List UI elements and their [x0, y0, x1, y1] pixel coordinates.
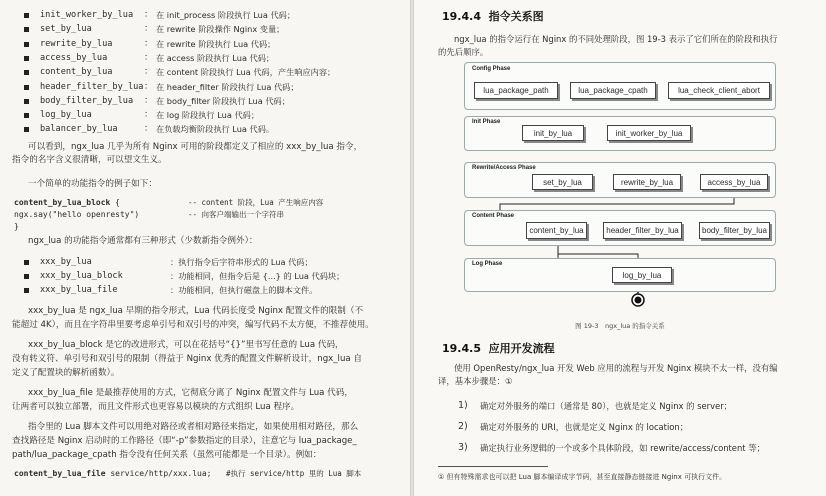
step-number: 3): [458, 442, 468, 453]
node-body-filter-by-lua: body_filter_by_lua: [699, 222, 770, 239]
code-comment: -- content 阶段，Lua 产生响应内容: [188, 198, 324, 207]
directive-name: header_filter_by_lua: [40, 81, 144, 92]
text-line: 一个简单的功能指令的例子如下：: [28, 179, 157, 189]
form-description: ：功能相同，但指令后是 {...} 的 Lua 代码块；: [170, 271, 345, 281]
directive-description: 在负载均衡阶段执行 Lua 代码。: [156, 124, 275, 135]
code-text: {: [110, 198, 120, 207]
text-line: ngx_lua 的指令运行在 Nginx 的不同处理阶段，图 19-3 表示了它们所在的阶段和执行: [454, 34, 778, 44]
directive-description: 在 rewrite 阶段执行 Lua 代码；: [156, 38, 276, 49]
directive-description: 在 log 阶段执行 Lua 代码；: [156, 110, 260, 121]
footnote: ① 但有特殊需求也可以把 Lua 脚本编译成字节码，甚至直接静态链接进 Nginx 可执行文件。: [438, 473, 727, 481]
section-title: 应用开发流程: [488, 342, 555, 355]
directive-separator: ：: [144, 24, 154, 35]
phase-label: Rewrite/Access Phase: [472, 165, 536, 171]
footnote-rule: [438, 466, 548, 467]
text-line: ngx_lua 的功能指令通常都有三种形式（少数新指令例外）：: [28, 236, 258, 246]
step-text: 确定执行业务逻辑的一个或多个具体阶段，如 rewrite/access/content 等；: [480, 443, 765, 453]
phase-label: Content Phase: [472, 213, 515, 219]
code-comment: -- 向客户端输出一个字符串: [188, 210, 285, 219]
bullet-icon: [24, 13, 29, 18]
node-log-by-lua: log_by_lua: [612, 267, 672, 283]
text-line: xxx_by_lua 是 ngx_lua 早期的指令形式，Lua 代码长度受 Nginx 配置文件的限制（不: [28, 306, 364, 316]
code-line: [14, 468, 211, 480]
node-lua-package-cpath: lua_package_cpath: [570, 82, 656, 99]
step-text: 确定对外服务的端口（通常是 80），也就是定义 Nginx 的 server；: [480, 401, 733, 411]
directive-separator: ：: [144, 67, 154, 78]
phase-label: Init Phase: [472, 119, 501, 125]
code-line: [14, 197, 120, 209]
bullet-icon: [24, 99, 29, 104]
text-line: 查找路径是 Nginx 启动时的工作路径（即“-p”参数指定的目录），注意它与 lua_package_: [12, 436, 357, 446]
section-heading: [442, 340, 555, 356]
code-keyword: content_by_lua_file: [14, 469, 106, 478]
text-line: 译，基本步骤是：①: [438, 376, 513, 386]
step-number: 2): [458, 421, 468, 432]
directive-name: init_worker_by_lua: [40, 10, 134, 20]
bullet-icon: [24, 274, 29, 279]
directive-separator: ：: [144, 38, 154, 49]
left-page: [0, 0, 410, 496]
directive-separator: ：: [144, 10, 154, 20]
code-keyword: content_by_lua_block: [14, 198, 111, 207]
directive-description: 在 header_filter 阶段执行 Lua 代码；: [156, 81, 299, 92]
node-init-worker-by-lua: init_worker_by_lua: [607, 125, 691, 141]
node-header-filter-by-lua: header_filter_by_lua: [603, 222, 682, 239]
phase-label: Config Phase: [472, 66, 511, 72]
code-line: }: [14, 222, 19, 231]
step-text: 确定对外服务的 URI，也就是定义 Nginx 的 location；: [480, 422, 689, 432]
text-line: 指令的名字含义很清晰，可以望文生义。: [12, 155, 167, 165]
code-text: service/http/xxx.lua;: [105, 469, 212, 478]
text-line: 定义了配置块的解析函数）。: [12, 368, 120, 378]
directive-separator: ：: [144, 110, 154, 121]
node-lua-check-client-abort: lua_check_client_abort: [668, 82, 770, 99]
directive-name: access_by_lua: [40, 52, 108, 63]
bullet-icon: [24, 70, 29, 75]
text-line: xxx_by_lua_file 是最推荐使用的方式，它彻底分离了 Nginx 配置文件与 Lua 代码，: [28, 388, 353, 398]
form-description: ：执行指令后字符串形式的 Lua 代码；: [170, 257, 313, 267]
directive-separator: ：: [144, 95, 154, 106]
node-content-by-lua: content_by_lua: [526, 222, 587, 239]
text-line: 没有转义符、单引号和双引号的限制（得益于 Nginx 优秀的配置文件解析设计，ngx_lua 自: [12, 354, 362, 364]
step-number: 1): [458, 400, 468, 411]
bullet-icon: [24, 27, 29, 32]
node-rewrite-by-lua: rewrite_by_lua: [613, 174, 681, 190]
text-line: 使用 OpenResty/ngx_lua 开发 Web 应用的流程与开发 Nginx 模块不太一样，没有编: [454, 363, 778, 373]
text-line: xxx_by_lua_block 是它的改进形式，可以在花括号“{}”里书写任意的 Lua 代码，: [28, 340, 344, 350]
bullet-icon: [24, 260, 29, 265]
directive-description: 在 access 阶段执行 Lua 代码；: [156, 52, 275, 63]
text-line: 能超过 4K），而且在字符串里要考虑单引号和双引号的冲突，编写代码不太方便，不推荐使用。: [12, 320, 374, 330]
bullet-icon: [24, 42, 29, 47]
text-line: path/lua_package_cpath 指令没有任何关系（虽然可能都是一个目录）。例如：: [12, 450, 322, 460]
section-heading: [442, 8, 544, 24]
directive-description: 在 init_process 阶段执行 Lua 代码；: [156, 10, 296, 20]
directive-separator: ：: [144, 124, 154, 135]
directive-name: content_by_lua: [40, 67, 113, 78]
directive-description: 在 rewrite 阶段操作 Nginx 变量；: [156, 24, 285, 35]
node-init-by-lua: init_by_lua: [522, 125, 584, 141]
section-title: 指令关系图: [488, 10, 544, 23]
directive-name: set_by_lua: [40, 24, 92, 35]
directive-name: rewrite_by_lua: [40, 38, 113, 49]
node-set-by-lua: set_by_lua: [532, 174, 593, 190]
text-line: 的先后顺序。: [438, 47, 489, 57]
section-number: 19.4.5: [442, 342, 481, 355]
form-description: ：功能相同，但执行磁盘上的脚本文件。: [170, 285, 318, 295]
node-access-by-lua: access_by_lua: [700, 174, 768, 190]
node-lua-package-path: lua_package_path: [474, 82, 558, 99]
directive-name: log_by_lua: [40, 110, 92, 121]
directive-name: body_filter_by_lua: [40, 95, 134, 106]
form-name: xxx_by_lua: [40, 257, 92, 267]
directive-name: balancer_by_lua: [40, 124, 118, 135]
bullet-icon: [24, 288, 29, 293]
form-name: xxx_by_lua_block: [40, 271, 123, 281]
right-page: [414, 0, 826, 496]
text-line: 让两者可以独立部署，而且文件形式也更容易以模块的方式组织 Lua 程序。: [12, 402, 300, 412]
form-name: xxx_by_lua_file: [40, 285, 118, 295]
bullet-icon: [24, 56, 29, 61]
phase-label: Log Phase: [472, 261, 503, 267]
directive-description: 在 body_filter 阶段执行 Lua 代码；: [156, 95, 290, 106]
code-line: ngx.say("hello openresty"): [14, 210, 140, 219]
directive-separator: ：: [144, 81, 154, 92]
text-line: 可以看到，ngx_lua 几乎为所有 Nginx 可用的阶段都定义了相应的 xxx_by_lua 指令，: [28, 142, 363, 152]
end-dot-inner: [635, 297, 642, 304]
bullet-icon: [24, 127, 29, 132]
bullet-icon: [24, 113, 29, 118]
directive-description: 在 content 阶段执行 Lua 代码，产生响应内容；: [156, 67, 336, 78]
directive-diagram: [464, 62, 784, 312]
bullet-icon: [24, 85, 29, 90]
directive-separator: ：: [144, 52, 154, 63]
section-number: 19.4.4: [442, 10, 481, 23]
figure-caption: 图 19-3 ngx_lua 的指令关系: [575, 322, 665, 330]
code-comment: #执行 service/http 里的 Lua 脚本: [226, 469, 362, 478]
text-line: 指令里的 Lua 脚本文件可以用绝对路径或者相对路径来指定，如果使用相对路径，那么: [28, 422, 359, 432]
